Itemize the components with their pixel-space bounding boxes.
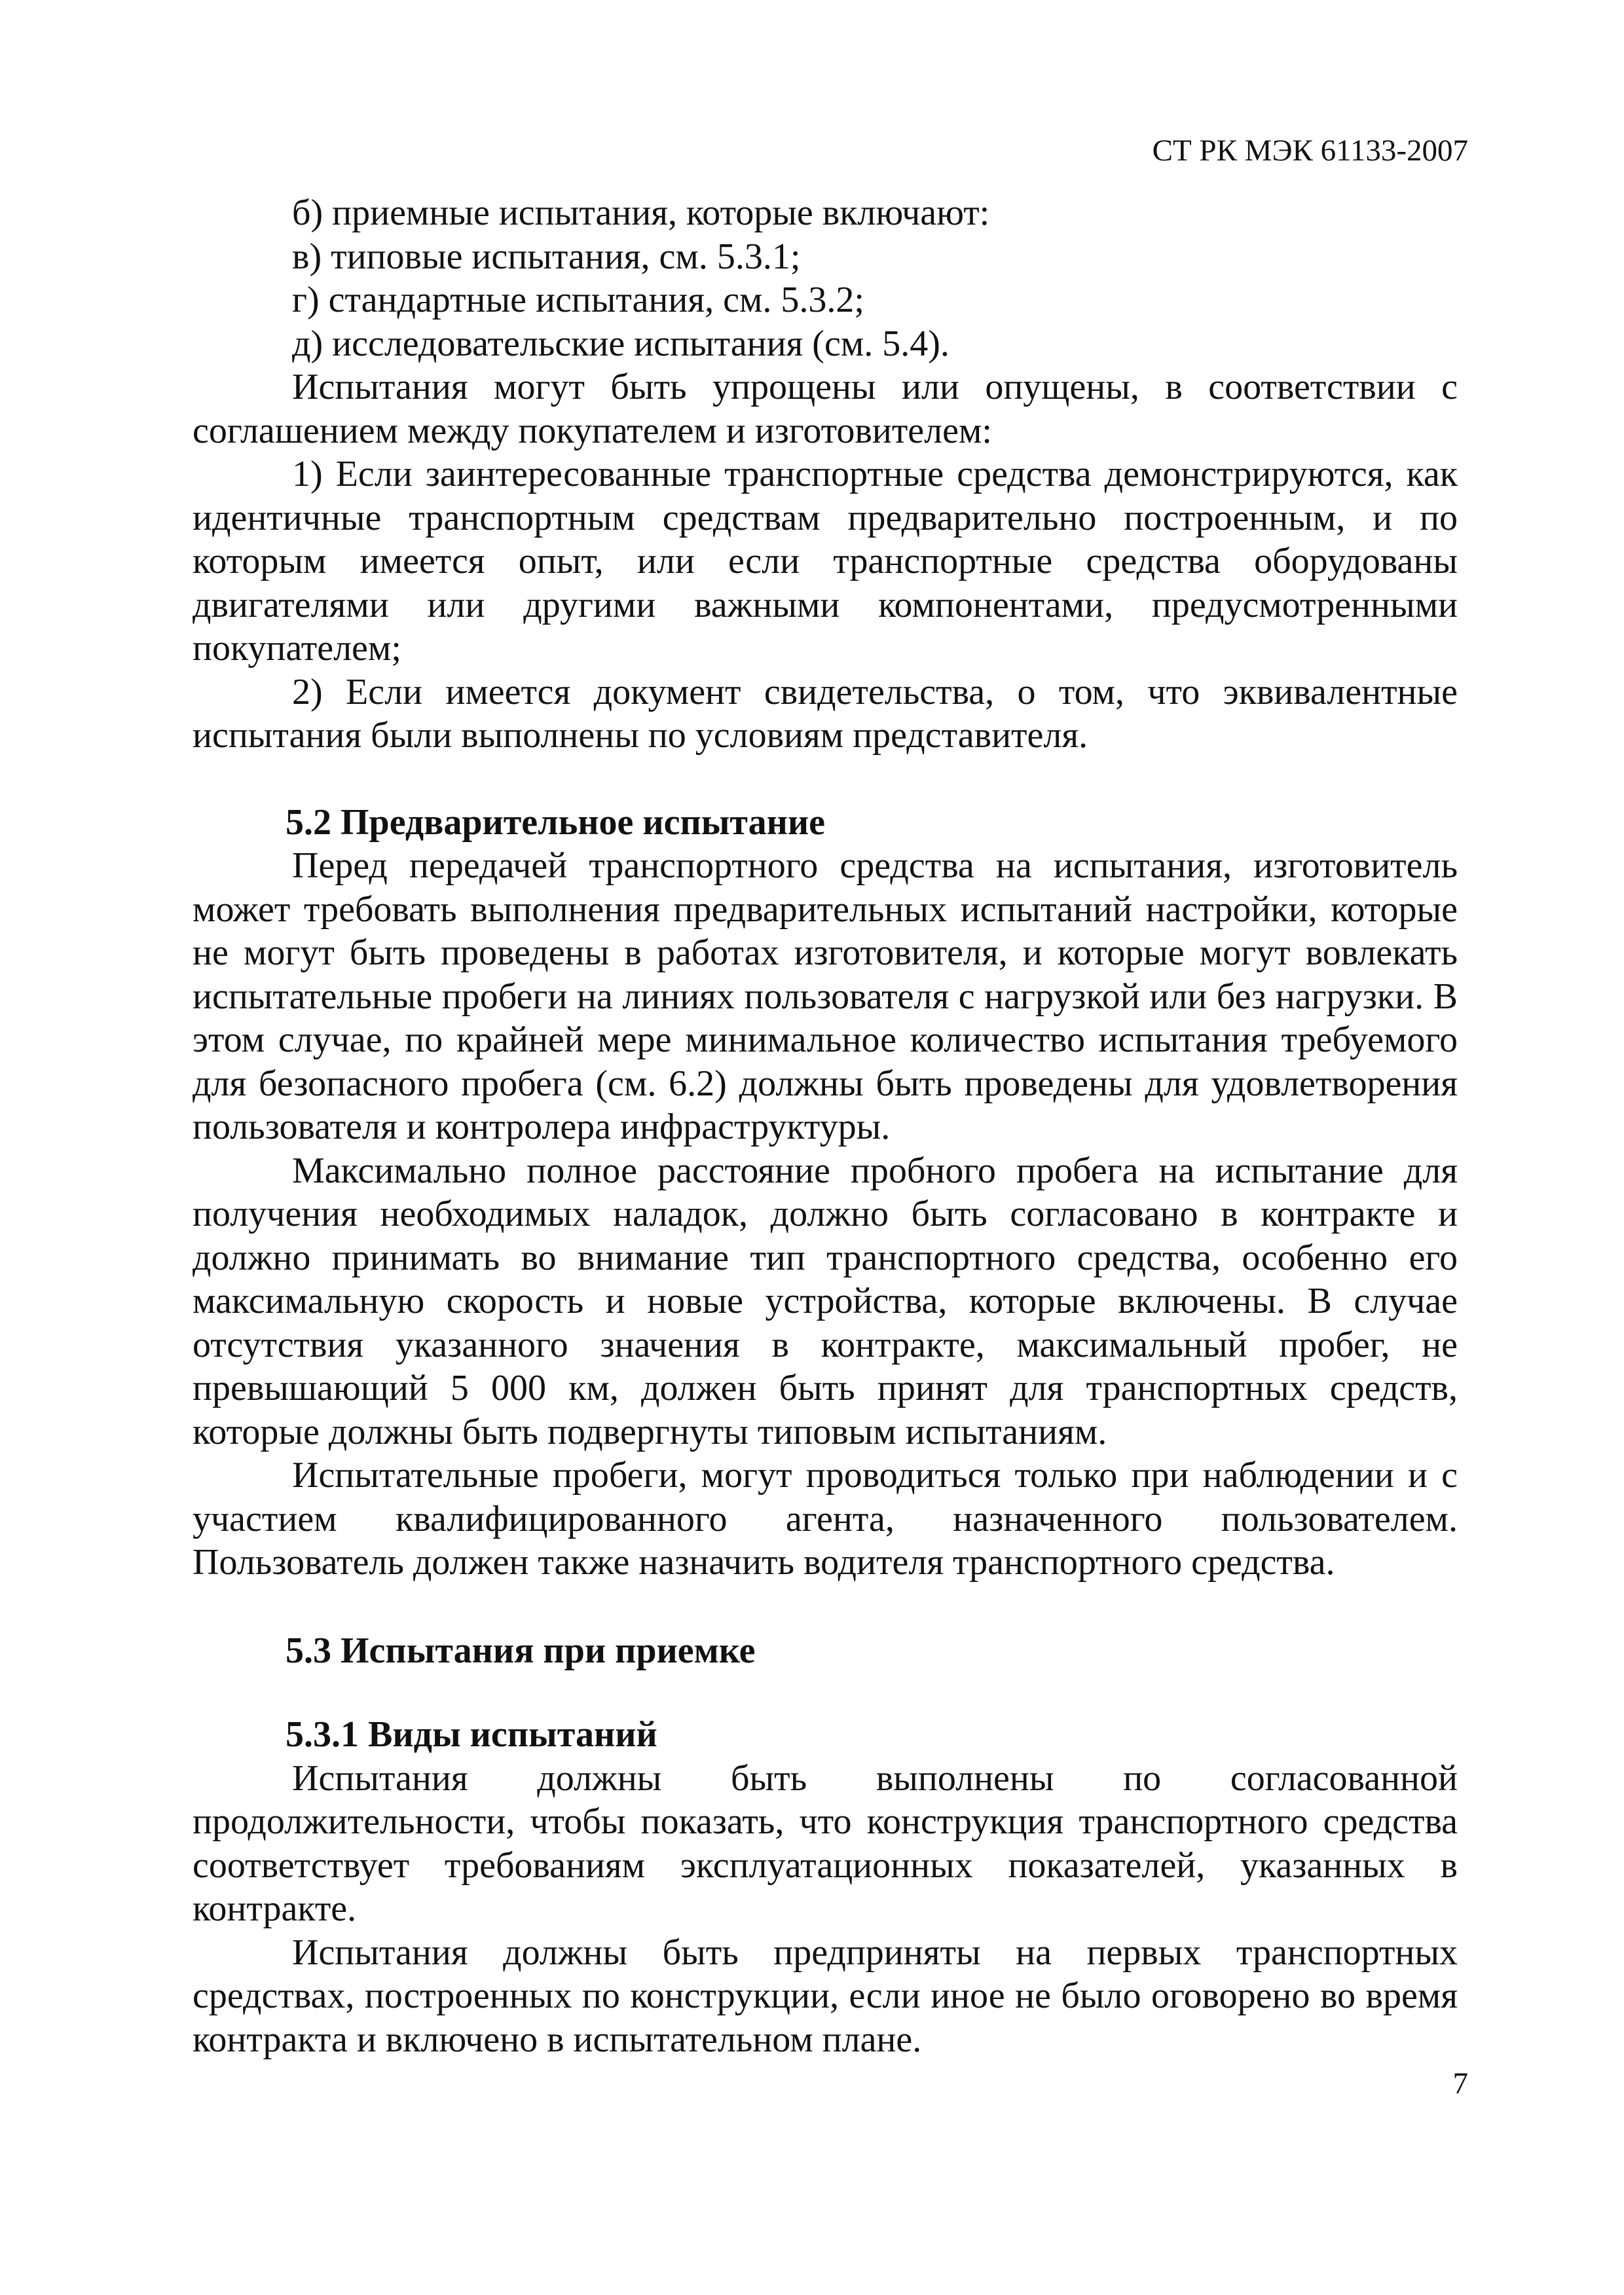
condition-item-1: 1) Если заинтересованные транспортные средства демонстрируются, как идентичные транспортным средствам предварительно построенным, и по которым имеется опыт, или если транспортные средства оборудованы двигателями или другими важными компонентами, предусмотренными покупателем;	[193, 454, 1458, 669]
document-code-header: СТ РК МЭК 61133-2007	[1152, 134, 1468, 168]
condition-item-2: 2) Если имеется документ свидетельства, о том, что эквивалентные испытания были выполнены по условиям представителя.	[193, 671, 1458, 756]
section-5-2-paragraph-1: Перед передачей транспортного средства на испытания, изготовитель может требовать выполнения предварительных испытаний настройки, которые не могут быть проведены в работах изготовителя, и которые могут вовлекать испытательные пробеги на линиях пользователя с нагрузкой или без нагрузки. В этом случае, по крайней мере минимальное количество испытания требуемого для безопасного пробега (см. 6.2) должны быть проведены для удовлетворения пользователя и контролера инфраструктуры.	[193, 845, 1458, 1147]
list-item-v: в) типовые испытания, см. 5.3.1;	[292, 236, 801, 277]
document-body	[193, 191, 1458, 2061]
section-heading-5-3: 5.3 Испытания при приемке	[286, 1630, 756, 1671]
paragraph-simplify: Испытания могут быть упрощены или опущены, в соответствии с соглашением между покупателем и изготовителем:	[193, 367, 1458, 451]
section-5-3-1-paragraph-1: Испытания должны быть выполнены по согласованной продолжительности, чтобы показать, что конструкция транспортного средства соответствует требованиям эксплуатационных показателей, указанных в контракте.	[193, 1757, 1458, 1929]
list-item-g: г) стандартные испытания, см. 5.3.2;	[292, 280, 864, 320]
list-item-b: б) приемные испытания, которые включают:	[292, 193, 990, 233]
section-heading-5-3-1: 5.3.1 Виды испытаний	[286, 1714, 657, 1755]
list-item-d: д) исследовательские испытания (см. 5.4).	[292, 323, 950, 364]
section-heading-5-2: 5.2 Предварительное испытание	[286, 801, 826, 843]
section-5-3-1-paragraph-2: Испытания должны быть предприняты на первых транспортных средствах, построенных по конструкции, если иное не было оговорено во время контракта и включено в испытательном плане.	[193, 1932, 1458, 2060]
section-5-2-paragraph-3: Испытательные пробеги, могут проводиться только при наблюдении и с участием квалифицированного агента, назначенного пользователем. Пользователь должен также назначить водителя транспортного средства.	[193, 1455, 1458, 1583]
section-5-2-paragraph-2: Максимально полное расстояние пробного пробега на испытание для получения необходимых наладок, должно быть согласовано в контракте и должно принимать во внимание тип транспортного средства, особенно его максимальную скорость и новые устройства, которые включены. В случае отсутствия указанного значения в контракте, максимальный пробег, не превышающий 5 000 км, должен быть принят для транспортных средств, которые должны быть подвергнуты типовым испытаниям.	[193, 1150, 1458, 1452]
page-number: 7	[1452, 2066, 1468, 2101]
